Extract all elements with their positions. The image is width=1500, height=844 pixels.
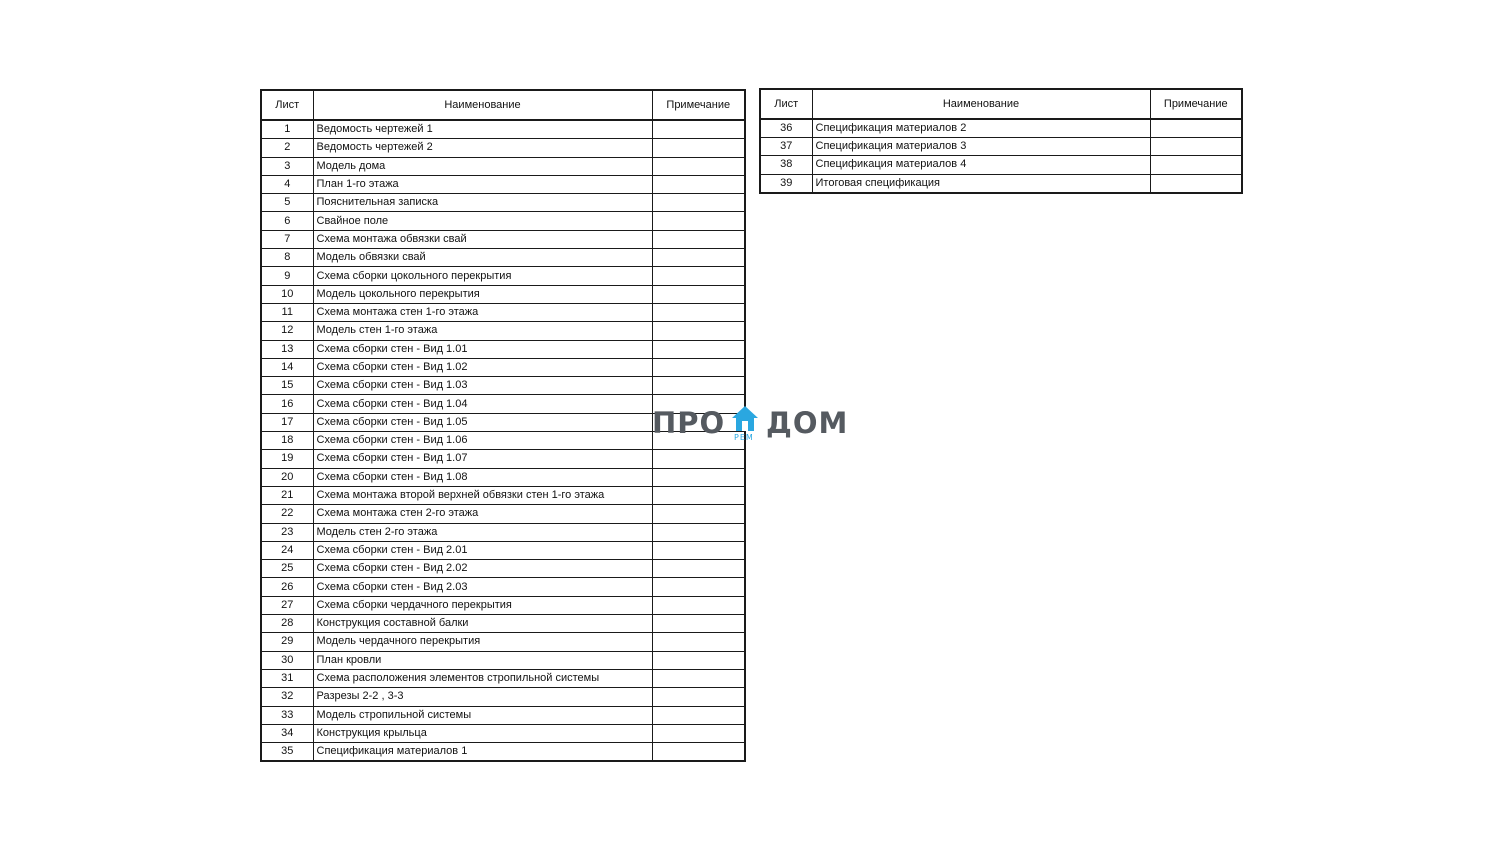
- sheet-name-cell: Свайное поле: [313, 212, 652, 230]
- sheet-note-cell: [652, 615, 745, 633]
- table-row: [760, 156, 1242, 174]
- sheet-number-cell: 9: [261, 267, 313, 285]
- table-row: [261, 688, 745, 706]
- table-row: [261, 651, 745, 669]
- sheet-number-cell: 23: [261, 523, 313, 541]
- header-note: Примечание: [652, 90, 745, 120]
- table-row: [261, 706, 745, 724]
- sheet-note-cell: [652, 468, 745, 486]
- sheet-name-cell: Конструкция крыльца: [313, 724, 652, 742]
- table-row: [261, 596, 745, 614]
- sheet-note-cell: [652, 358, 745, 376]
- sheet-number-cell: 21: [261, 486, 313, 504]
- table-row: [261, 560, 745, 578]
- sheet-note-cell: [652, 267, 745, 285]
- sheet-number-cell: 36: [760, 119, 812, 138]
- sheet-name-cell: Пояснительная записка: [313, 194, 652, 212]
- sheet-note-cell: [1150, 156, 1242, 174]
- sheet-note-cell: [652, 651, 745, 669]
- sheet-note-cell: [652, 706, 745, 724]
- sheet-name-cell: Спецификация материалов 3: [812, 138, 1150, 156]
- sheet-note-cell: [652, 486, 745, 504]
- sheet-name-cell: Схема сборки стен - Вид 1.02: [313, 358, 652, 376]
- table-row: [261, 175, 745, 193]
- table-row: [261, 267, 745, 285]
- sheet-note-cell: [652, 120, 745, 139]
- sheet-name-cell: Ведомость чертежей 2: [313, 139, 652, 157]
- sheet-number-cell: 16: [261, 395, 313, 413]
- table-row: [261, 120, 745, 139]
- table-row: [261, 377, 745, 395]
- sheet-note-cell: [652, 303, 745, 321]
- sheet-number-cell: 28: [261, 615, 313, 633]
- table-row: [760, 138, 1242, 156]
- house-icon: [730, 404, 760, 434]
- sheet-number-cell: 6: [261, 212, 313, 230]
- sheet-note-cell: [652, 194, 745, 212]
- table-row: [261, 322, 745, 340]
- sheet-name-cell: Схема расположения элементов стропильной системы: [313, 669, 652, 687]
- sheet-number-cell: 17: [261, 413, 313, 431]
- sheet-note-cell: [652, 450, 745, 468]
- sheet-number-cell: 34: [261, 724, 313, 742]
- header-sheet: Лист: [261, 90, 313, 120]
- table-row: [261, 578, 745, 596]
- sheet-number-cell: 38: [760, 156, 812, 174]
- sheet-note-cell: [1150, 138, 1242, 156]
- sheet-name-cell: Схема монтажа стен 1-го этажа: [313, 303, 652, 321]
- sheet-number-cell: 3: [261, 157, 313, 175]
- sheet-note-cell: [652, 230, 745, 248]
- table-row: [261, 212, 745, 230]
- sheet-note-cell: [652, 688, 745, 706]
- sheet-note-cell: [652, 523, 745, 541]
- table-row: [261, 505, 745, 523]
- sheet-name-cell: Модель цокольного перекрытия: [313, 285, 652, 303]
- sheet-note-cell: [652, 175, 745, 193]
- table-row: [261, 303, 745, 321]
- sheet-note-cell: [652, 157, 745, 175]
- sheet-name-cell: Схема монтажа обвязки свай: [313, 230, 652, 248]
- sheet-name-cell: План кровли: [313, 651, 652, 669]
- sheet-number-cell: 31: [261, 669, 313, 687]
- sheet-note-cell: [652, 724, 745, 742]
- sheet-name-cell: Схема монтажа стен 2-го этажа: [313, 505, 652, 523]
- sheet-name-cell: Схема сборки стен - Вид 1.06: [313, 432, 652, 450]
- sheet-name-cell: Схема сборки стен - Вид 1.03: [313, 377, 652, 395]
- sheet-name-cell: Спецификация материалов 1: [313, 743, 652, 762]
- sheet-note-cell: [652, 633, 745, 651]
- sheet-number-cell: 11: [261, 303, 313, 321]
- table-row: [261, 743, 745, 762]
- sheet-number-cell: 7: [261, 230, 313, 248]
- sheet-name-cell: Модель стропильной системы: [313, 706, 652, 724]
- sheet-note-cell: [652, 505, 745, 523]
- table-row: [261, 194, 745, 212]
- sheet-note-cell: [652, 139, 745, 157]
- sheet-name-cell: Схема сборки стен - Вид 2.01: [313, 541, 652, 559]
- sheet-name-cell: Модель стен 2-го этажа: [313, 523, 652, 541]
- header-name: Наименование: [812, 89, 1150, 119]
- sheet-name-cell: Модель стен 1-го этажа: [313, 322, 652, 340]
- sheet-name-cell: Модель чердачного перекрытия: [313, 633, 652, 651]
- sheet-number-cell: 13: [261, 340, 313, 358]
- table-row: [261, 486, 745, 504]
- sheet-note-cell: [652, 669, 745, 687]
- table-row: [261, 541, 745, 559]
- sheet-note-cell: [652, 578, 745, 596]
- sheet-number-cell: 35: [261, 743, 313, 762]
- sheet-note-cell: [652, 249, 745, 267]
- table-header-row: [261, 90, 745, 120]
- sheet-name-cell: Разрезы 2-2 , 3-3: [313, 688, 652, 706]
- sheet-number-cell: 12: [261, 322, 313, 340]
- sheet-number-cell: 5: [261, 194, 313, 212]
- sheet-number-cell: 18: [261, 432, 313, 450]
- table-row: [261, 340, 745, 358]
- table-row: [261, 285, 745, 303]
- sheet-number-cell: 30: [261, 651, 313, 669]
- table-row: [261, 230, 745, 248]
- sheet-number-cell: 25: [261, 560, 313, 578]
- sheet-name-cell: Ведомость чертежей 1: [313, 120, 652, 139]
- sheet-name-cell: Схема сборки цокольного перекрытия: [313, 267, 652, 285]
- sheet-name-cell: Схема сборки стен - Вид 1.08: [313, 468, 652, 486]
- sheet-name-cell: Схема сборки стен - Вид 1.04: [313, 395, 652, 413]
- sheet-number-cell: 22: [261, 505, 313, 523]
- sheet-number-cell: 39: [760, 174, 812, 193]
- table-row: [261, 724, 745, 742]
- header-name: Наименование: [313, 90, 652, 120]
- table-row: [760, 174, 1242, 193]
- sheet-name-cell: Модель дома: [313, 157, 652, 175]
- sheet-name-cell: Модель обвязки свай: [313, 249, 652, 267]
- table-row: [261, 358, 745, 376]
- sheet-name-cell: Схема сборки стен - Вид 1.01: [313, 340, 652, 358]
- sheet-number-cell: 37: [760, 138, 812, 156]
- sheet-number-cell: 27: [261, 596, 313, 614]
- sheet-note-cell: [652, 340, 745, 358]
- table-row: [261, 468, 745, 486]
- sheet-name-cell: Итоговая спецификация: [812, 174, 1150, 193]
- table-row: [261, 669, 745, 687]
- sheet-note-cell: [652, 596, 745, 614]
- sheet-number-cell: 15: [261, 377, 313, 395]
- sheet-note-cell: [652, 377, 745, 395]
- logo-subtext: РЕМ: [734, 433, 754, 442]
- sheet-number-cell: 2: [261, 139, 313, 157]
- sheet-note-cell: [1150, 119, 1242, 138]
- sheet-name-cell: План 1-го этажа: [313, 175, 652, 193]
- table-row: [261, 139, 745, 157]
- sheet-note-cell: [652, 560, 745, 578]
- sheet-number-cell: 32: [261, 688, 313, 706]
- table-row: [261, 249, 745, 267]
- sheet-name-cell: Схема сборки стен - Вид 2.03: [313, 578, 652, 596]
- table-row: [760, 119, 1242, 138]
- sheet-name-cell: Схема сборки стен - Вид 2.02: [313, 560, 652, 578]
- table-row: [261, 615, 745, 633]
- sheet-number-cell: 24: [261, 541, 313, 559]
- sheet-number-cell: 19: [261, 450, 313, 468]
- sheet-number-cell: 10: [261, 285, 313, 303]
- sheet-number-cell: 4: [261, 175, 313, 193]
- logo-word-pro: ПРО: [652, 406, 726, 440]
- sheet-name-cell: Спецификация материалов 2: [812, 119, 1150, 138]
- sheet-note-cell: [652, 285, 745, 303]
- sheet-note-cell: [652, 743, 745, 762]
- watermark-logo: [652, 404, 852, 446]
- sheet-number-cell: 14: [261, 358, 313, 376]
- sheet-name-cell: Схема монтажа второй верхней обвязки стен 1-го этажа: [313, 486, 652, 504]
- sheet-name-cell: Спецификация материалов 4: [812, 156, 1150, 174]
- sheet-number-cell: 29: [261, 633, 313, 651]
- table-row: [261, 633, 745, 651]
- sheet-number-cell: 8: [261, 249, 313, 267]
- sheet-name-cell: Схема сборки чердачного перекрытия: [313, 596, 652, 614]
- logo-word-dom: ДОМ: [766, 406, 849, 440]
- drawings-list-table-right: [759, 88, 1243, 194]
- sheet-name-cell: Схема сборки стен - Вид 1.07: [313, 450, 652, 468]
- header-note: Примечание: [1150, 89, 1242, 119]
- sheet-name-cell: Схема сборки стен - Вид 1.05: [313, 413, 652, 431]
- table-row: [261, 157, 745, 175]
- table-row: [261, 523, 745, 541]
- sheet-number-cell: 1: [261, 120, 313, 139]
- sheet-number-cell: 20: [261, 468, 313, 486]
- sheet-note-cell: [652, 212, 745, 230]
- sheet-number-cell: 26: [261, 578, 313, 596]
- sheet-note-cell: [1150, 174, 1242, 193]
- sheet-note-cell: [652, 322, 745, 340]
- sheet-number-cell: 33: [261, 706, 313, 724]
- sheet-name-cell: Конструкция составной балки: [313, 615, 652, 633]
- table-header-row: [760, 89, 1242, 119]
- table-row: [261, 450, 745, 468]
- header-sheet: Лист: [760, 89, 812, 119]
- sheet-note-cell: [652, 541, 745, 559]
